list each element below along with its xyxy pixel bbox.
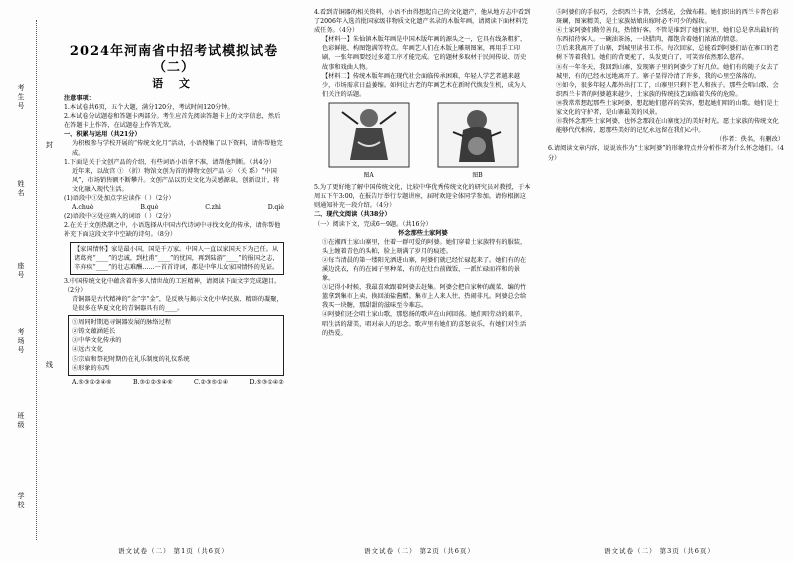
section-intro: 为积极参与学校开展的“传统文化月”活动，小语搜集了以下资料，请你帮他完成。 (72, 140, 283, 157)
figure-a-caption: 图A (363, 172, 374, 180)
woodblock-print-a-image (328, 102, 410, 168)
question-3-options (64, 378, 284, 387)
note-item: 2.本试卷分试题卷和答题卡两部分。考生应首先阅读答题卡上的文字信息，然后在答题卡上作答，在试题卷上作答无效。 (64, 113, 281, 130)
essay-paragraph: ⑨如今，很多年轻人都外出打工了，山寨里只剩下老人和孩子。那些会唱山歌、会织西兰卡普的阿婆越来越少，土家族的传统技艺面临着失传的危险。 (556, 81, 779, 98)
essay-paragraph: ③记得小时候，我最喜欢跟着阿婆去赶集。阿婆会把自家种的蔬菜、编的竹篮拿到集市上卖，换回油盐酱醋。集市上人来人往，热闹非凡。阿婆总会给我买一块糖，那甜甜的滋味至今难忘。 (322, 284, 527, 310)
question-1-text: 近年来，以故宫 ① （折）物馆文创为首的博物文创产品 ② （关 系）“中国风”，市场销售额不断攀升。文创产品以历史文化为灵感源泉，创新设计，将文化融入现代生活。 (72, 167, 280, 193)
question-1-sub1: (1)语段中①处加点字应读作（ ）（2分） (64, 195, 175, 203)
seal-mark: 封 (46, 141, 53, 149)
section-heading: 一、积累与运用（共21分） (64, 131, 141, 139)
exam-no-label: 考生号 (17, 84, 25, 111)
essay-source: （作者：佚名，有删改） (715, 136, 784, 144)
essay-paragraph: ⑧有一年冬天，我回到山寨，发现寨子里的阿婆少了好几位。她们有的随子女去了城里，有的已经永远地离开了。寨子显得冷清了许多，我的心里空落落的。 (556, 63, 779, 80)
option: B.què (140, 204, 159, 212)
class-label: 班级 (17, 412, 25, 430)
question-2: 2.在关于文创热潮之中，小语选择从中国古代诗词中寻找文化的传承，请你帮他补充下面这段文字中空缺的诗句。（8分） (64, 222, 281, 239)
page-2-column (314, 8, 532, 338)
page-footer: 语文试卷（二） 第2页（共6页） (364, 547, 475, 555)
binding-strip (0, 0, 60, 561)
sentence-box (68, 315, 284, 376)
question-1-options (64, 203, 284, 212)
school-label: 学校 (17, 492, 25, 510)
option: C.②③⑤①④ (194, 378, 229, 386)
option: B.③①②⑤④⑥ (132, 378, 173, 386)
essay-paragraph: ④阿婆们还会唱土家山歌，那悠扬的歌声在山间回荡。她们唱劳动的艰辛，唱生活的甜美，唱对亲人的思念。歌声里有她们的喜怒哀乐，有她们对生活的热爱。 (322, 311, 527, 337)
sentence-item: ①周同时期追寻铜器发展的脉络过程 (72, 319, 171, 327)
option: A.chuè (72, 204, 94, 212)
section-heading: 二、现代文阅读（共38分） (314, 211, 391, 219)
question-4: 4.看到青铜器的相关资料，小语不由得想起自己的文化遗产，他从地方志中看到了2006年入选首批国家级非物质文化遗产名录的木版年画，请阅读下面材料完成任务。（4分） (314, 9, 531, 35)
essay-paragraph: ②每当清晨的第一缕阳光洒进山寨，阿婆们就已经忙碌起来了。她们有的在溪边洗衣，有的在园子里种菜，有的在灶台前做饭，一派忙碌而祥和的景象。 (322, 256, 527, 283)
subject-title: 语 文 (152, 77, 196, 90)
seat-label: 座号 (17, 262, 25, 280)
essay-paragraph: ⑦后来我离开了山寨，到城里读书工作。每次回家，总能看到阿婆们站在寨口的老树下等着我们。她们的背更驼了，头发更白了，可笑容依然那么慈祥。 (556, 45, 779, 62)
exam-title: 2024年河南省中招考试模拟试卷（二） (69, 44, 279, 75)
essay-paragraph: ⑥土家阿婆们勤劳善良，热情好客。不管是谁到了她们家里，她们总是拿出最好的东西招待客人。一碗油茶汤，一块腊肉，都饱含着她们浓浓的情意。 (556, 27, 779, 44)
material-2: 【材料二】传统木版年画在现代社会面临传承困难，年轻人学艺者越来越少，市场需求日益萎缩。如何让古老的年画艺术在新时代焕发生机，成为人们关注的话题。 (322, 72, 527, 98)
figure-b-caption: 图B (472, 172, 483, 180)
sentence-item: ⑤宗庙和祭祀时期仍在礼乐制度的礼仪系统 (72, 355, 190, 363)
figure-a (328, 102, 410, 180)
question-3: 3.中国传统文化中蕴含着许多人情世故的工匠精神，请阅读下面文字完成题目。（2分） (64, 277, 281, 294)
page-footer: 语文试卷（二） 第1页（共6页） (118, 547, 229, 555)
essay-paragraph: ⑤阿婆们的手很巧，会织西兰卡普，会绣花，会做布鞋。她们织出的西兰卡普色彩斑斓，图案精美，是土家族姑娘出嫁时必不可少的嫁妆。 (556, 9, 779, 26)
essay-title: 怀念那些土家阿婆 (398, 229, 448, 237)
sentence-item: ⑥形象的东西 (72, 364, 110, 372)
notes-heading: 注意事项： (64, 95, 95, 102)
binding-dotted-line (36, 20, 37, 540)
sentence-item: ④远古文化 (72, 346, 103, 354)
sentence-item: ②铸文蕴涵延长 (72, 328, 116, 336)
sentence-item: ③中华文化传承的 (72, 337, 122, 345)
question-5: 5.为了更好地了解中国传统文化，比较中华优秀传统文化的研究员对教授，于本周五下午3:00，在报告厅举行专题讲座，届时欢迎全体同学参加。请你根据这则通知补充一段介绍。（4分） (314, 184, 531, 210)
material-1: 【材料一】朱仙镇木版年画是中国木版年画的源头之一，它具有线条粗犷、色彩鲜艳、构图饱满等特点。年画艺人们在木版上雕刻图案，再用手工印刷，一张年画要经过多道工序才能完成。它的题材多取材于民间传说、历史故事和戏曲人物。 (322, 36, 527, 71)
option: D.⑤③①④② (249, 378, 284, 386)
essay-paragraph: ⑩我常常想起那些土家阿婆，想起她们慈祥的笑容，想起她们唱的山歌。她们是土家文化的守护者，是山寨最美的风景。 (556, 99, 779, 117)
page-1-column (64, 8, 284, 387)
line-mark: 线 (46, 361, 53, 369)
question-1-sub2: (2)语段中②处应填入的词语（ ）（2分） (64, 213, 175, 221)
woodblock-print-b-image (437, 102, 519, 168)
option: D.qiè (267, 204, 284, 212)
essay-paragraph: ⑪我怀念那些土家阿婆，也怀念那段在山寨度过的美好时光。愿土家族的传统文化能够代代相传，愿那些美好的记忆永远留在我们心中。 (556, 118, 779, 135)
figure-b (437, 102, 519, 180)
question-6: 6.请阅读文章内容，说说该作为“土家阿婆”的形象特点并分析作者为什么怀念她们。（4分） (548, 145, 784, 162)
question-3-text: 青铜器是古代精神的“金”字“金”，是反映与揭示文化中华民族、精辟的凝聚，是很多在华夏文化的青铜器具有的____。 (72, 295, 283, 313)
option: A.⑤③①②④⑥ (72, 378, 112, 386)
page-footer: 语文试卷（二） 第3页（共6页） (604, 547, 715, 555)
illustrations (314, 102, 532, 180)
reading-part-heading: （一）阅读下文，完成6～9题。（共16分） (314, 220, 432, 228)
essay-paragraph: ①在湘西土家山寨里，住着一群可爱的阿婆。她们穿着土家族特有的服装，头上缠着青色的头帕，脸上刻满了岁月的痕迹。 (322, 238, 527, 255)
question-1: 1.下面是关于文创产品的介绍，有些词语小语拿不准，请帮他判断。（共4分） (64, 158, 275, 166)
room-label: 考场号 (17, 328, 25, 355)
note-item: 1.本试卷共6页，五个大题，满分120分，考试时间120分钟。 (64, 104, 234, 112)
page-3-column (548, 8, 784, 163)
option: C.zhì (205, 204, 221, 212)
name-label: 姓名 (17, 180, 25, 198)
poetry-box: 【家国情怀】家是最小国，国是千万家。中国人一直以家国天下为己任。从诸葛亮“____”的忠诚，到杜甫“____”的忧国，再到陆游“____”的报国之志，辛弃疾“____”的壮志难酬……一首首诗词，都是中华儿女家国情怀的见证。 (70, 242, 284, 275)
